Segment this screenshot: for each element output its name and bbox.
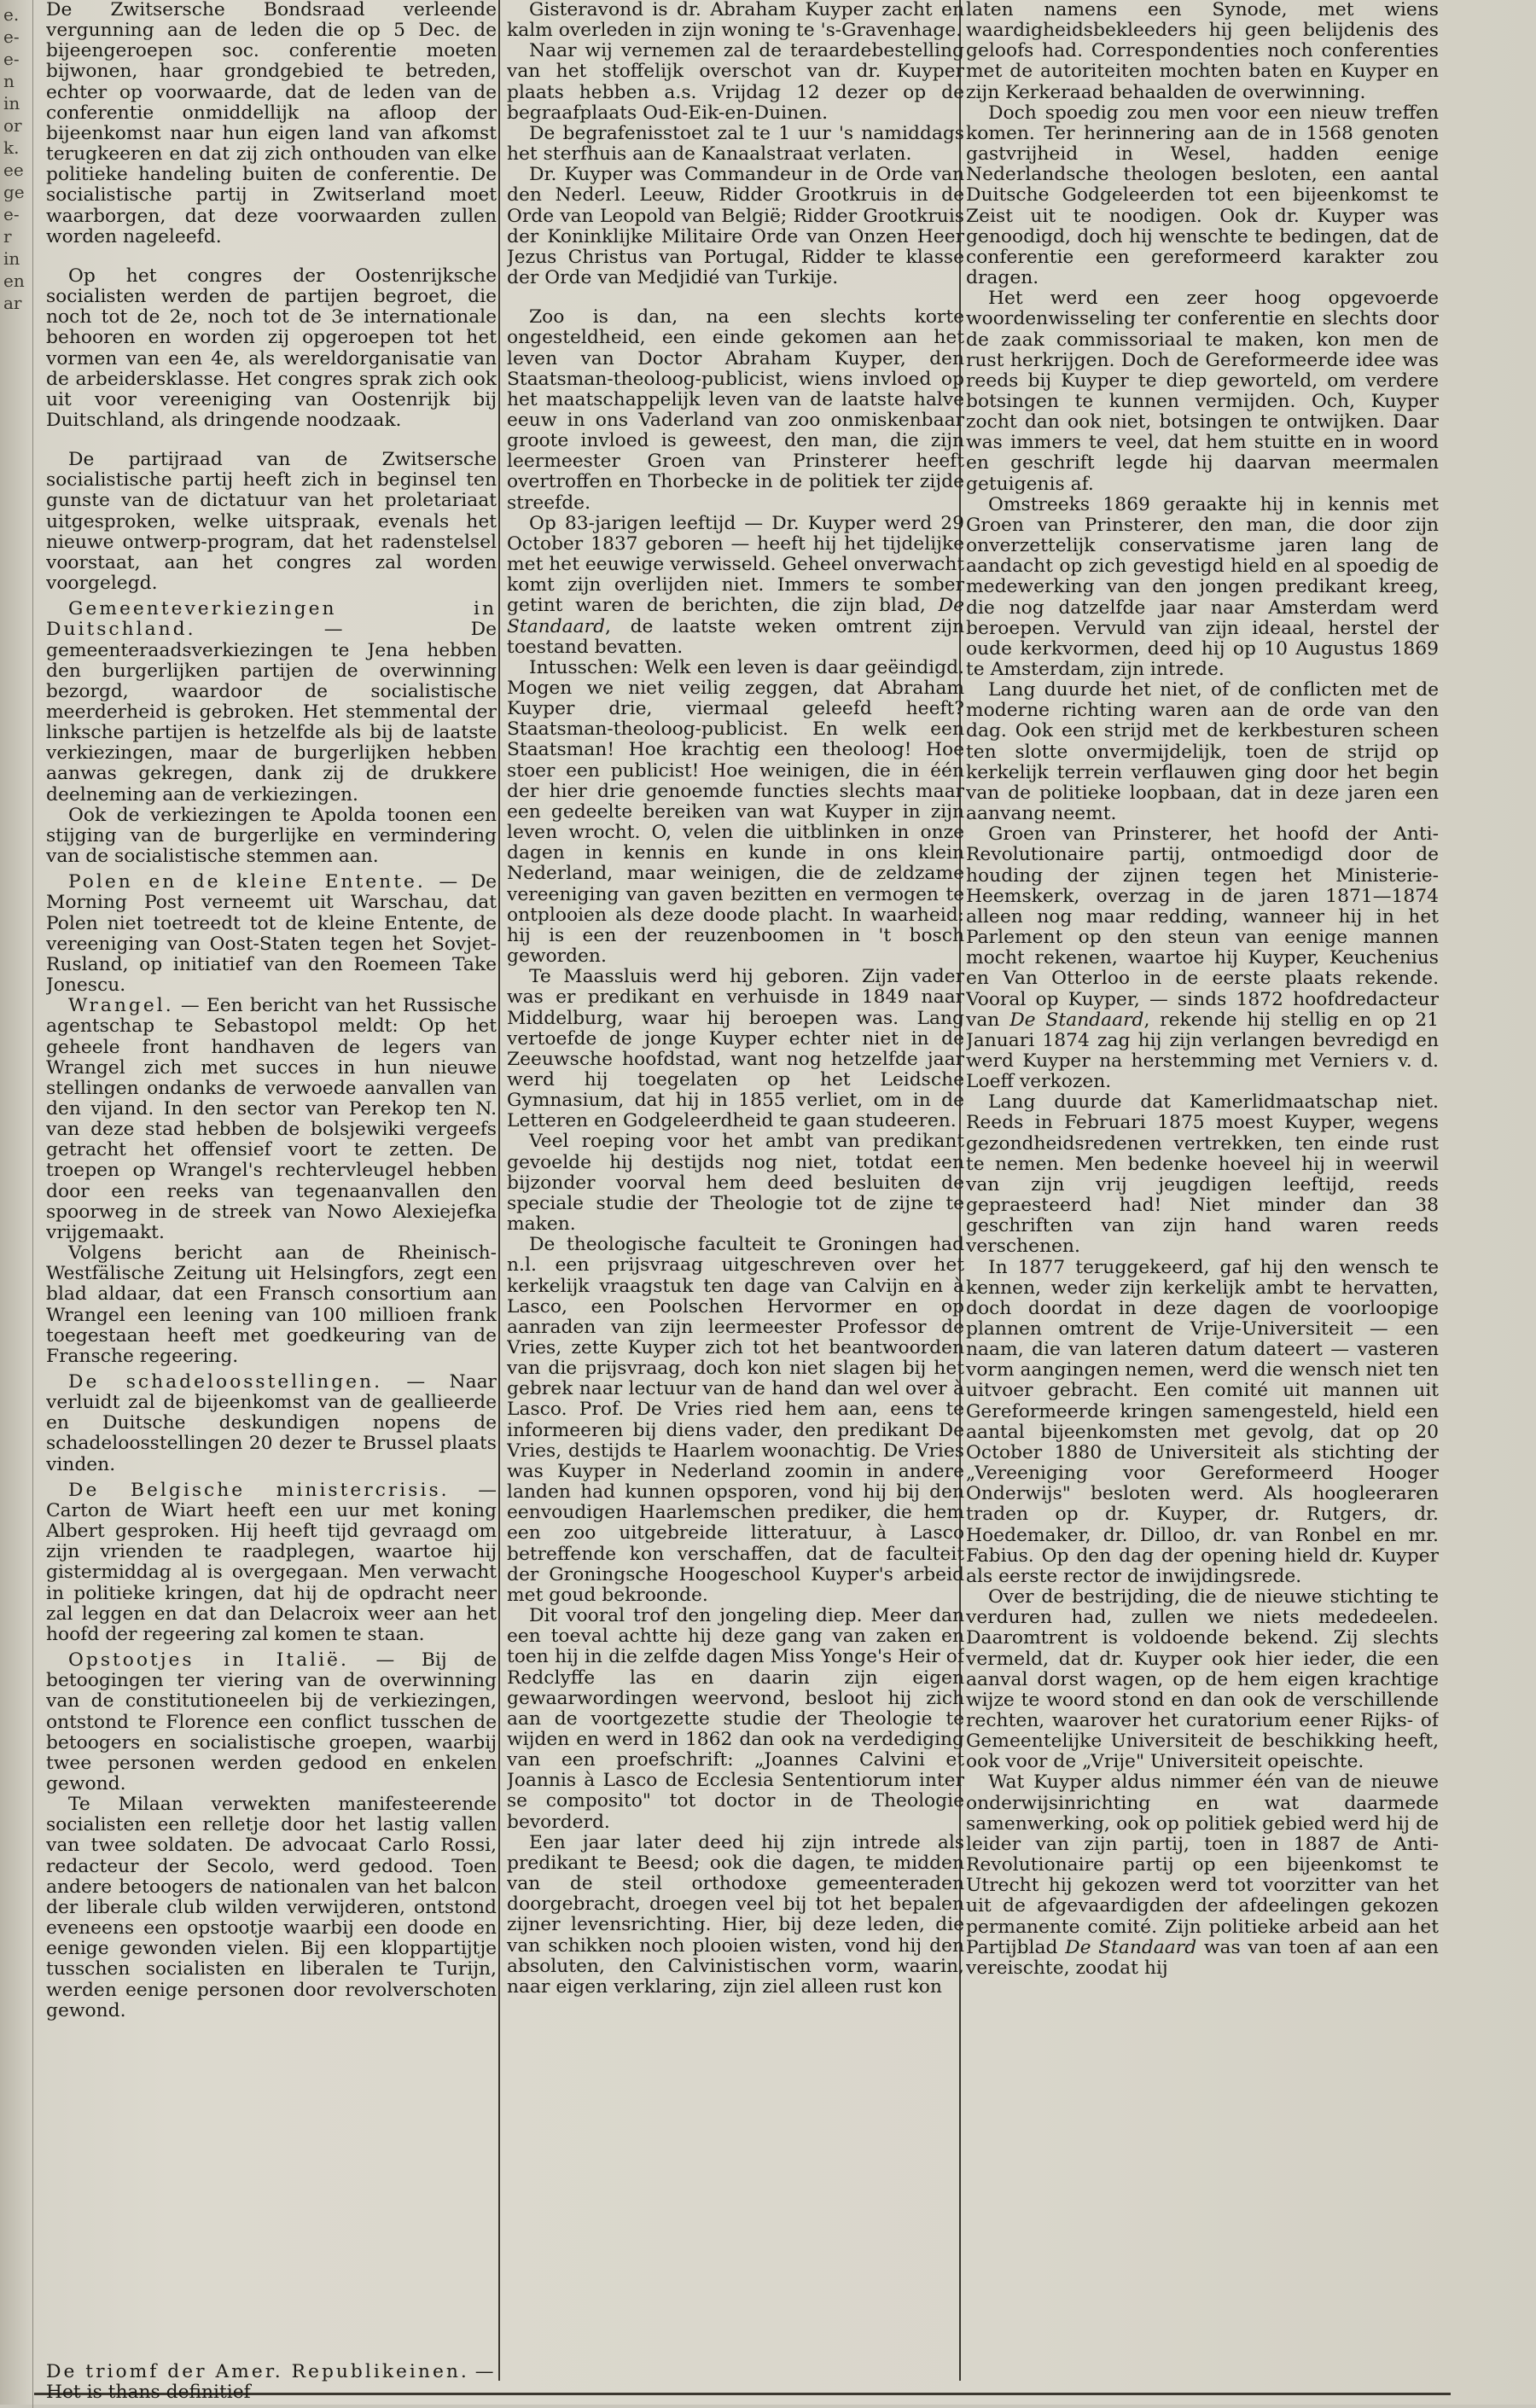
column-1-footer: De triomf der Amer. Republikeinen. — Het is thans definitief <box>46 2361 494 2403</box>
column-2 <box>507 0 964 2398</box>
section-heading: De schadeloosstellingen. <box>68 1371 383 1393</box>
article-text: Zoo is dan, na een slechts korte ongesteldheid, een einde gekomen aan het leven van Doctor Abraham Kuyper, den Staatsman-theoloog-publicist, wiens invloed op het maatschappelijk leven van de laatste halve eeuw in ons Vaderland van zoo onmiskenbaar groote invloed is geweest, den man, die zijn leermeester Groen van Prinsterer heeft overtroffen en Thorbecke in de politiek ter zijde streefde. <box>507 306 964 514</box>
left-margin-fragments: e. e- e- n in or k. ee ge e- r in en ar <box>0 0 33 2408</box>
article-text: In 1877 teruggekeerd, gaf hij den wensch te kennen, weder zijn kerkelijk ambt te hervatten, doch doordat in deze dagen de voorloopige plannen omtrent de Vrije-Universiteit — een naam, die van lateren datum dateert — vasteren vorm aangingen nemen, werd die wensch niet ten uitvoer gebracht. Een comité uit mannen uit Gereformeerde kringen samengesteld, hield een aantal bijeenkomsten met gevolg, dat op 20 October 1880 de Universiteit als stichting der „Vereeniging voor Gereformeerd Hooger Onderwijs" besloten werd. Als hoogleeraren traden op dr. Kuyper, dr. Rutgers, dr. Hoedemaker, dr. Dilloo, dr. van Ronbel en mr. Fabius. Op den dag der opening hield dr. Kuyper als eerste rector de inwijdingsrede. <box>966 1256 1439 1587</box>
article-text: De Belgische ministercrisis. — Carton de Wiart heeft een uur met koning Albert gesproken. Hij heeft tijd gevraagd om zijn vrienden te raadplegen, waartoe hij gistermiddag al is overgegaan. Men verwacht in politieke kringen, dat hij de opdracht neer zal leggen en dat dan Delacroix weer aan het hoofd der regeering zal komen te staan. <box>46 1479 497 1645</box>
article-text: Doch spoedig zou men voor een nieuw treffen komen. Ter herinnering aan de in 1568 genoten gastvrijheid in Wesel, hadden eenige Nederlandsche theologen besloten, een aantal Duitsche Godgeleerden tot een bijeenkomst te Zeist uit te noodigen. Ook dr. Kuyper was genoodigd, doch hij wenschte te bedingen, dat de conferentie een gereformeerd karakter zou dragen. <box>966 102 1439 289</box>
article-text: Lang duurde dat Kamerlidmaatschap niet. Reeds in Februari 1875 moest Kuyper, wegens gezondheidsredenen vertrekken, ten einde rust te nemen. Men bedenke hoeveel hij in weerwil van zijn vrij jeugdigen leeftijd, reeds gepraesteerd had! Niet minder dan 38 geschriften van zijn hand waren reeds verschenen. <box>966 1091 1439 1258</box>
section-heading: Wrangel. <box>68 995 174 1017</box>
article-text: Omstreeks 1869 geraakte hij in kennis met Groen van Prinsterer, den man, die door zijn onverzettelijk conservatisme jaren lang de aandacht op zich gevestigd hield en al spoedig de medewerking van den jongen predikant kreeg, die nog datzelfde jaar naar Amsterdam werd beroepen. Vervuld van zijn ideaal, herstel der oude kerkvormen, deed hij op 10 Augustus 1869 te Amsterdam, zijn intrede. <box>966 493 1439 680</box>
article-text: Volgens bericht aan de Rheinisch-Westfälische Zeitung uit Helsingfors, zegt een blad aldaar, dat een Fransch consortium aan Wrangel een leening van 100 millioen frank toegestaan heeft met goedkeuring van de Fransche regeering. <box>46 1242 497 1367</box>
section-heading: Gemeenteverkiezingen in Duitschland. <box>46 598 497 641</box>
section-heading: Polen en de kleine Entente. <box>68 871 426 893</box>
article-text: Een jaar later deed hij zijn intrede als predikant te Beesd; ook die dagen, te midden van de steil orthodoxe gemeenteraden doorgebracht, droegen veel bij tot het bepalen zijner levensrichting. Hier, bij deze leden, die van schikken noch plooien wisten, vond hij den absoluten, den Calvinistischen vorm, waarin, naar eigen verklaring, zijn ziel alleen rust kon <box>507 1831 964 1998</box>
article-text: Dr. Kuyper was Commandeur in de Orde van den Nederl. Leeuw, Ridder Grootkruis in de Orde van Leopold van België; Ridder Grootkruis der Koninklijke Militaire Orde van Onzen Heer Jezus Christus van Portugal, Ridder te klasse der Orde van Medjidié van Turkije. <box>507 164 964 289</box>
article-text: Op 83-jarigen leeftijd — Dr. Kuyper werd 29 October 1837 geboren — heeft hij het tijdelijke met het eeuwige verwisseld. Geheel onverwacht komt zijn overlijden niet. Immers te somber getint waren de berichten, die zijn blad, De Standaard, de laatste weken omtrent zijn toestand bevatten. <box>507 512 964 658</box>
article-text: De partijraad van de Zwitsersche socialistische partij heeft zich in beginsel ten gunste van de dictatuur van het proletariaat uitgesproken, welke uitspraak, evenals het nieuwe ontwerp-program, dat het radenstelsel voorstaat, aan het congres zal worden voorgelegd. <box>46 449 497 595</box>
article-text: Wat Kuyper aldus nimmer één van de nieuwe onderwijsinrichting en wat daarmede samenwerking, ook op politiek gebied werd hij de leider van zijn partij, toen in 1887 de Anti-Revolutionaire partij op een bijeenkomst te Utrecht hij gekozen werd tot voorzitter van het uit de afgevaardigden der afdeelingen gekozen permanente comité. Zijn politieke arbeid aan het Partijblad De Standaard was van toen af aan een vereischte, zoodat hij <box>966 1771 1439 1979</box>
article-text: Op het congres der Oostenrijksche socialisten werden de partijen begroet, die noch tot de 2e, noch tot de 3e internationale behooren en worden zij opgeroepen tot het vormen van een 4e, als wereldorganisatie van de arbeidersklasse. Het congres sprak zich ook uit voor vereeniging van Oostenrijk bij Duitschland, als dringende noodzaak. <box>46 265 497 431</box>
article-text: Naar wij vernemen zal de teraardebestelling van het stoffelijk overschot van dr. Kuyper plaats hebben a.s. Vrijdag 12 dezer op de begraafplaats Oud-Eik-en-Duinen. <box>507 40 964 124</box>
column-3 <box>966 0 1439 2398</box>
article-text: Gemeenteverkiezingen in Duitschland. — De gemeenteraadsverkiezingen te Jena hebben den burgerlijken partijen de overwinning bezorgd, waardoor de socialistische meerderheid is gebroken. Het stemmental der linksche partijen is hetzelfde als bij de laatste verkiezingen, maar de burgerlijken hebben aanwas gekregen, dank zij de drukkere deelneming aan de verkiezingen. <box>46 598 497 806</box>
article-text: Intusschen: Welk een leven is daar geëindigd. Mogen we niet veilig zeggen, dat Abraham Kuyper drie, viermaal geleefd heeft? Staatsman-theoloog-publicist. En welk een Staatsman! Hoe krachtig een theoloog! Hoe stoer een publicist! Hoe weinigen, die in één der hier drie genoemde functies slechts maar een gedeelte bereiken van wat Kuyper in zijn leven wrocht. O, velen die uitblinken in onze dagen in kennis en kunde in ons klein Nederland, maar weinigen, die de zeldzame vereeniging van gaven bezitten en vermogen te ontplooien als deze doode placht. In waarheid: hij is een der reuzenboomen in 't bosch geworden. <box>507 656 964 968</box>
article-text: laten namens een Synode, met wiens waardigheidsbekleeders hij geen belijdenis des geloofs had. Correspondenties noch conferenties met de autoriteiten mochten baten en Kuyper en zijn Kerkeraad behaalden de overwinning. <box>966 0 1439 103</box>
section-heading: Opstootjes in Italië. <box>68 1649 349 1672</box>
article-text: Lang duurde het niet, of de conflicten met de moderne richting waren aan de orde van den dag. Ook een strijd met de kerkbesturen scheen ten slotte onvermijdelijk, toen de strijd op kerkelijk terrein verflauwen ging door het begin van de politieke loopbaan, dat in deze jaren een aanvang neemt. <box>966 679 1439 825</box>
article-text: De schadeloosstellingen. — Naar verluidt zal de bijeenkomst van de geallieerde en Duitsche deskundigen nopens de schadeloosstellingen 20 dezer te Brussel plaats vinden. <box>46 1371 497 1475</box>
article-text: Polen en de kleine Entente. — De Morning Post verneemt uit Warschau, dat Polen niet toetreedt tot de kleine Entente, de vereeniging van Oost-Staten tegen het Sovjet-Rusland, op initiatief van den Roemeen Take Jonescu. <box>46 871 497 997</box>
newspaper-title: De Standaard <box>1009 1009 1144 1031</box>
section-heading: De Belgische ministercrisis. <box>68 1479 450 1501</box>
article-text: Veel roeping voor het ambt van predikant gevoelde hij destijds nog niet, totdat een bijzonder voorval hem deed besluiten de speciale studie der Theologie tot de zijne te maken. <box>507 1131 964 1236</box>
column-1 <box>46 0 497 2398</box>
article-text: De theologische faculteit te Groningen had n.l. een prijsvraag uitgeschreven over het kerkelijk vraagstuk ten dage van Calvijn en à Lasco, een Poolschen Hervormer en op aanraden van zijn leermeester Professor de Vries, zette Kuyper zich tot het beantwoorden van die prijsvraag, doch kon niet slagen bij het gebrek naar lectuur van de hand dan wel over à Lasco. Prof. De Vries ried hem aan, eens te informeeren bij diens vader, den predikant De Vries, destijds te Haarlem woonachtig. De Vries was Kuyper in Nederland zoomin in andere landen had kunnen opsporen, vond hij bij den eenvoudigen Haarlemschen prediker, die hem een zoo uitgebreide litteratuur, à Lasco betreffende kon verschaffen, dat de faculteit der Groningsche Hoogeschool Kuyper's arbeid met goud bekroonde. <box>507 1234 964 1606</box>
newspaper-title: De Standaard <box>507 595 964 637</box>
article-text: Dit vooral trof den jongeling diep. Meer dan een toeval achtte hij deze gang van zaken en toen hij in die zelfde dagen Miss Yonge's Heir of Redclyffe las en daarin zijn eigen gewaarwordingen weervond, besloot hij zich aan de voortgezette studie der Theologie te wijden en werd in 1862 dan ook na verdediging van een proefschrift: „Joannes Calvini et Joannis à Lasco de Ecclesia Sententiorum inter se composito" tot doctor in de Theologie bevorderd. <box>507 1605 964 1833</box>
article-text: Groen van Prinsterer, het hoofd der Anti-Revolutionaire partij, ontmoedigd door de houding der zijnen tegen het Ministerie-Heemskerk, overzag in de jaren 1871—1874 alleen nog maar redding, wanneer hij in het Parlement op den steun van eenige mannen mocht rekenen, waartoe hij Kuyper, Keuchenius en Van Otterloo in de eerste plaats rekende. Vooral op Kuyper, — sinds 1872 hoofdredacteur van De Standaard, rekende hij stellig en op 21 Januari 1874 zag hij zijn verlangen bevredigd en werd Kuyper na herstemming met Verniers v. d. Loeff verkozen. <box>966 823 1439 1093</box>
article-text: Te Maassluis werd hij geboren. Zijn vader was er predikant en verhuisde in 1849 naar Middelburg, waar hij beroepen was. Lang vertoefde de jonge Kuyper echter niet in de Zeeuwsche hoofdstad, want nog hetzelfde jaar werd hij toegelaten op het Leidsche Gymnasium, dat hij in 1855 verliet, om in de Letteren en Godgeleerdheid te gaan studeeren. <box>507 966 964 1132</box>
article-text: Wrangel. — Een bericht van het Russische agentschap te Sebastopol meldt: Op het geheele front handhaven de legers van Wrangel zich met succes in hun nieuwe stellingen ondanks de verwoede aanvallen van den vijand. In den sector van Perekop ten N. van deze stad hebben de bolsjewiki vergeefs getracht het offensief voort te zetten. De troepen op Wrangel's rechtervleugel hebben door een reeks van tegenaanvallen den spoorweg in de streek van Nowo Alexiejefka vrijgemaakt. <box>46 995 497 1243</box>
article-text: Te Milaan verwekten manifesteerende socialisten een relletje door het lastig vallen van twee soldaten. De advocaat Carlo Rossi, redacteur der Secolo, werd gedood. Toen andere betoogers de nationalen van het balcon der liberale club wilden verwijderen, ontstond eveneens een opstootje waarbij een doode en eenige gewonden vielen. Bij een kloppartijtje tusschen socialisten en liberalen te Turijn, werden eenige personen door revolverschoten gewond. <box>46 1794 497 2021</box>
article-text: De begrafenisstoet zal te 1 uur 's namiddags het sterfhuis aan de Kanaalstraat verlaten. <box>507 122 964 166</box>
article-text: Ook de verkiezingen te Apolda toonen een stijging van de burgerlijke en vermindering van de socialistische stemmen aan. <box>46 804 497 868</box>
article-text: De Zwitsersche Bondsraad verleende vergunning aan de leden die op 5 Dec. de bijeengeroepen soc. conferentie moeten bijwonen, haar grondgebied te betreden, echter op voorwaarde, dat de leden van de conferentie onmiddellijk na afloop der bijeenkomst naar hun eigen land van afkomst terugkeeren en dat zij zich onthouden van elke politieke handeling buiten de conferentie. De socialistische partij in Zwitserland moet waarborgen, dat deze voorwaarden zullen worden nageleefd. <box>46 0 497 247</box>
column-rule-1 <box>498 0 500 2381</box>
article-text: Opstootjes in Italië. — Bij de betoogingen ter viering van de overwinning van de constitutioneelen bij de verkiezingen, ontstond te Florence een conflict tusschen de betoogers en socialistische groepen, waarbij twee personen werden gedood en enkelen gewond. <box>46 1649 497 1794</box>
article-text: Over de bestrijding, die de nieuwe stichting te verduren had, zullen we niets mededeelen. Daaromtrent is voldoende bekend. Zij slechts vermeld, dat dr. Kuyper ook hier ieder, die een aanval dorst wagen, op de hem eigen krachtige wijze te woord stond en dan ook de verschillende rechten, waarover het curatorium eener Rijks- of Gemeentelijke Universiteit de beschikking heeft, ook voor de „Vrije" Universiteit opeischte. <box>966 1586 1439 1773</box>
article-text: Gisteravond is dr. Abraham Kuyper zacht en kalm overleden in zijn woning te 's-Gravenhage. <box>507 0 964 42</box>
newspaper-title: De Standaard <box>1065 1936 1197 1958</box>
article-text: Het werd een zeer hoog opgevoerde woordenwisseling ter conferentie en slechts door de zaak commissoriaal te maken, kon men de rust herkrijgen. Doch de Gereformeerde idee was reeds bij Kuyper te diep geworteld, om verdere botsingen te kunnen vermijden. Och, Kuyper zocht dan ook niet, botsingen te ontwijken. Daar was immers te veel, dat hem stuitte en in woord en geschrift legde hij daarvan meermalen getuigenis af. <box>966 288 1439 495</box>
section-heading: De triomf der Amer. Republikeinen. <box>46 2361 469 2382</box>
